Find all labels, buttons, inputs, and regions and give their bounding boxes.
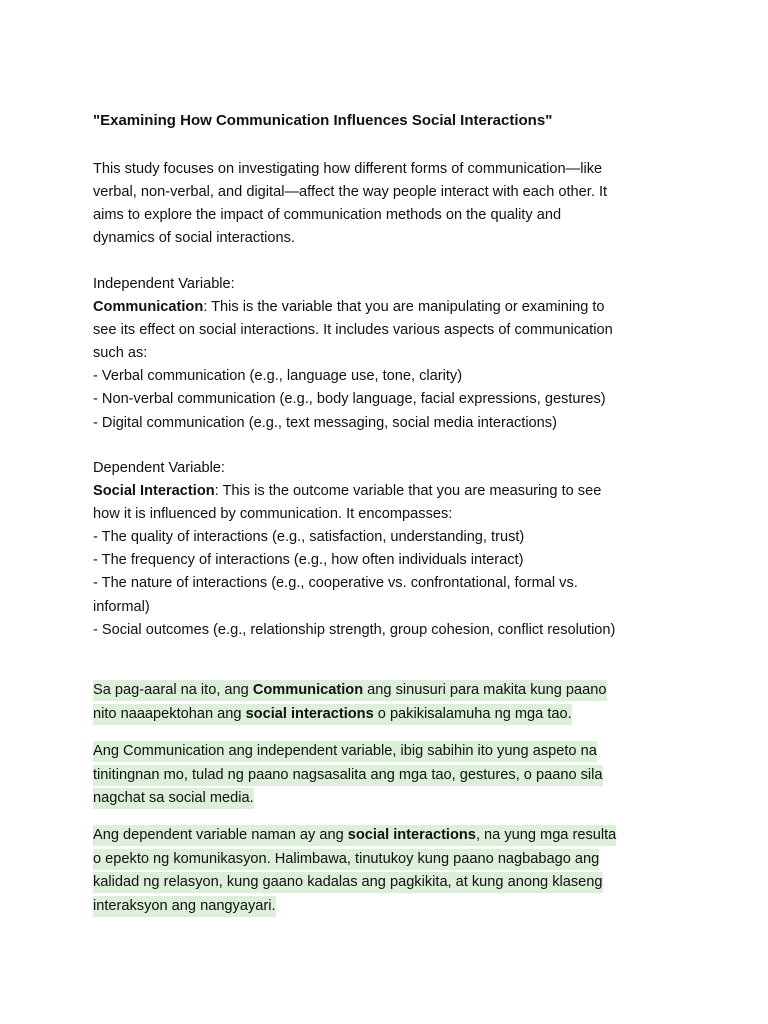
intro-line: dynamics of social interactions. [93, 230, 295, 247]
variable-term: Social Interaction [93, 483, 215, 500]
definition-text: : This is the variable that you are manipulating or examining to [203, 299, 605, 316]
list-item: - Non-verbal communication (e.g., body language, facial expressions, gestures) [93, 391, 606, 408]
summary-line: nagchat sa social media. [93, 787, 603, 811]
summary-line: nito naaapektohan ang social interactions o pakikisalamuha ng mga tao. [93, 703, 607, 727]
list-item: - The frequency of interactions (e.g., how often individuals interact) [93, 552, 524, 569]
intro-paragraph [93, 158, 683, 250]
definition-line [93, 296, 683, 319]
definition-text: : This is the outcome variable that you are measuring to see [214, 483, 602, 500]
summary-line: Ang Communication ang independent variable, ibig sabihin ito yung aspeto na [93, 740, 603, 764]
independent-variable-section [93, 273, 683, 435]
list-item: - Verbal communication (e.g., language use, tone, clarity) [93, 368, 463, 385]
definition-line: how it is influenced by communication. It encompasses: [93, 506, 453, 523]
list-item: informal) [93, 598, 150, 615]
definition-line: see its effect on social interactions. It includes various aspects of communication [93, 322, 613, 339]
intro-line: verbal, non-verbal, and digital—affect the way people interact with each other. It [93, 184, 608, 201]
list-item: - Digital communication (e.g., text messaging, social media interactions) [93, 414, 557, 431]
highlighted-summary-1 [93, 679, 607, 726]
dependent-variable-section [93, 457, 683, 642]
bold-term: social interactions [347, 827, 476, 843]
list-item: - Social outcomes (e.g., relationship strength, group cohesion, conflict resolution) [93, 621, 616, 638]
definition-line: such as: [93, 345, 148, 362]
bold-term: Communication [252, 682, 364, 698]
list-item: - The nature of interactions (e.g., cooperative vs. confrontational, formal vs. [93, 575, 578, 592]
summary-line: Ang dependent variable naman ay ang social interactions, na yung mga resulta [93, 824, 616, 848]
summary-line: tinitingnan mo, tulad ng paano nagsasalita ang mga tao, gestures, o paano sila [93, 764, 603, 788]
highlighted-summary-3 [93, 824, 616, 918]
section-heading: Independent Variable: [93, 276, 235, 292]
list-item: - The quality of interactions (e.g., satisfaction, understanding, trust) [93, 529, 525, 546]
intro-line: This study focuses on investigating how different forms of communication—like [93, 161, 603, 177]
definition-line [93, 480, 683, 503]
highlighted-summary-2 [93, 740, 603, 811]
bold-term: social interactions [245, 705, 374, 722]
intro-line: aims to explore the impact of communication methods on the quality and [93, 207, 562, 224]
section-heading: Dependent Variable: [93, 460, 225, 476]
summary-line: Sa pag-aaral na ito, ang Communication ang sinusuri para makita kung paano [93, 679, 607, 703]
summary-line: kalidad ng relasyon, kung gaano kadalas ang pagkikita, at kung anong klaseng [93, 871, 616, 895]
document-title: "Examining How Communication Influences Social Interactions" [93, 112, 553, 129]
variable-term: Communication [93, 299, 204, 316]
summary-line: interaksyon ang nangyayari. [93, 895, 616, 919]
summary-line: o epekto ng komunikasyon. Halimbawa, tinutukoy kung paano nagbabago ang [93, 848, 616, 872]
